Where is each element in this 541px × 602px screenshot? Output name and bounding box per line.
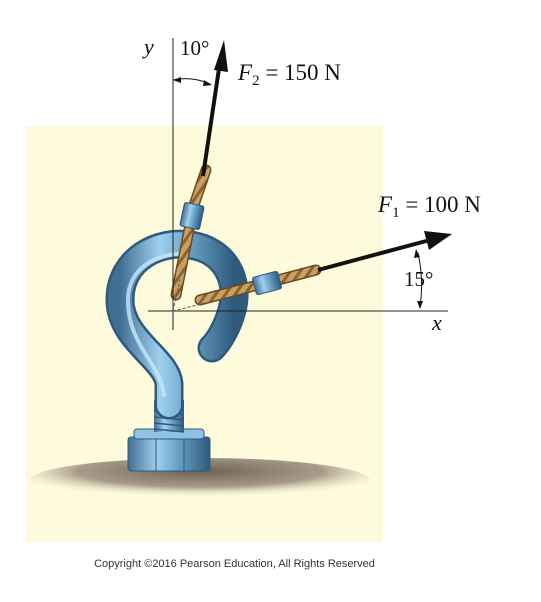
x-axis-label: x <box>432 310 442 335</box>
angle-arc-f2 <box>173 77 212 86</box>
force-label-f2: $F_2 = 150$ N <box>238 60 341 89</box>
y-axis-label: y <box>144 34 154 59</box>
angle-label-f2: 10° <box>180 36 210 60</box>
angle-label-f1: 15° <box>404 267 434 291</box>
hook-nut <box>128 429 210 471</box>
force-label-f1: $F_1 = 100$ N <box>378 192 481 221</box>
copyright-text: Copyright ©2016 Pearson Education, All Rights Reserved <box>94 558 375 570</box>
copyright-notice <box>0 558 541 570</box>
